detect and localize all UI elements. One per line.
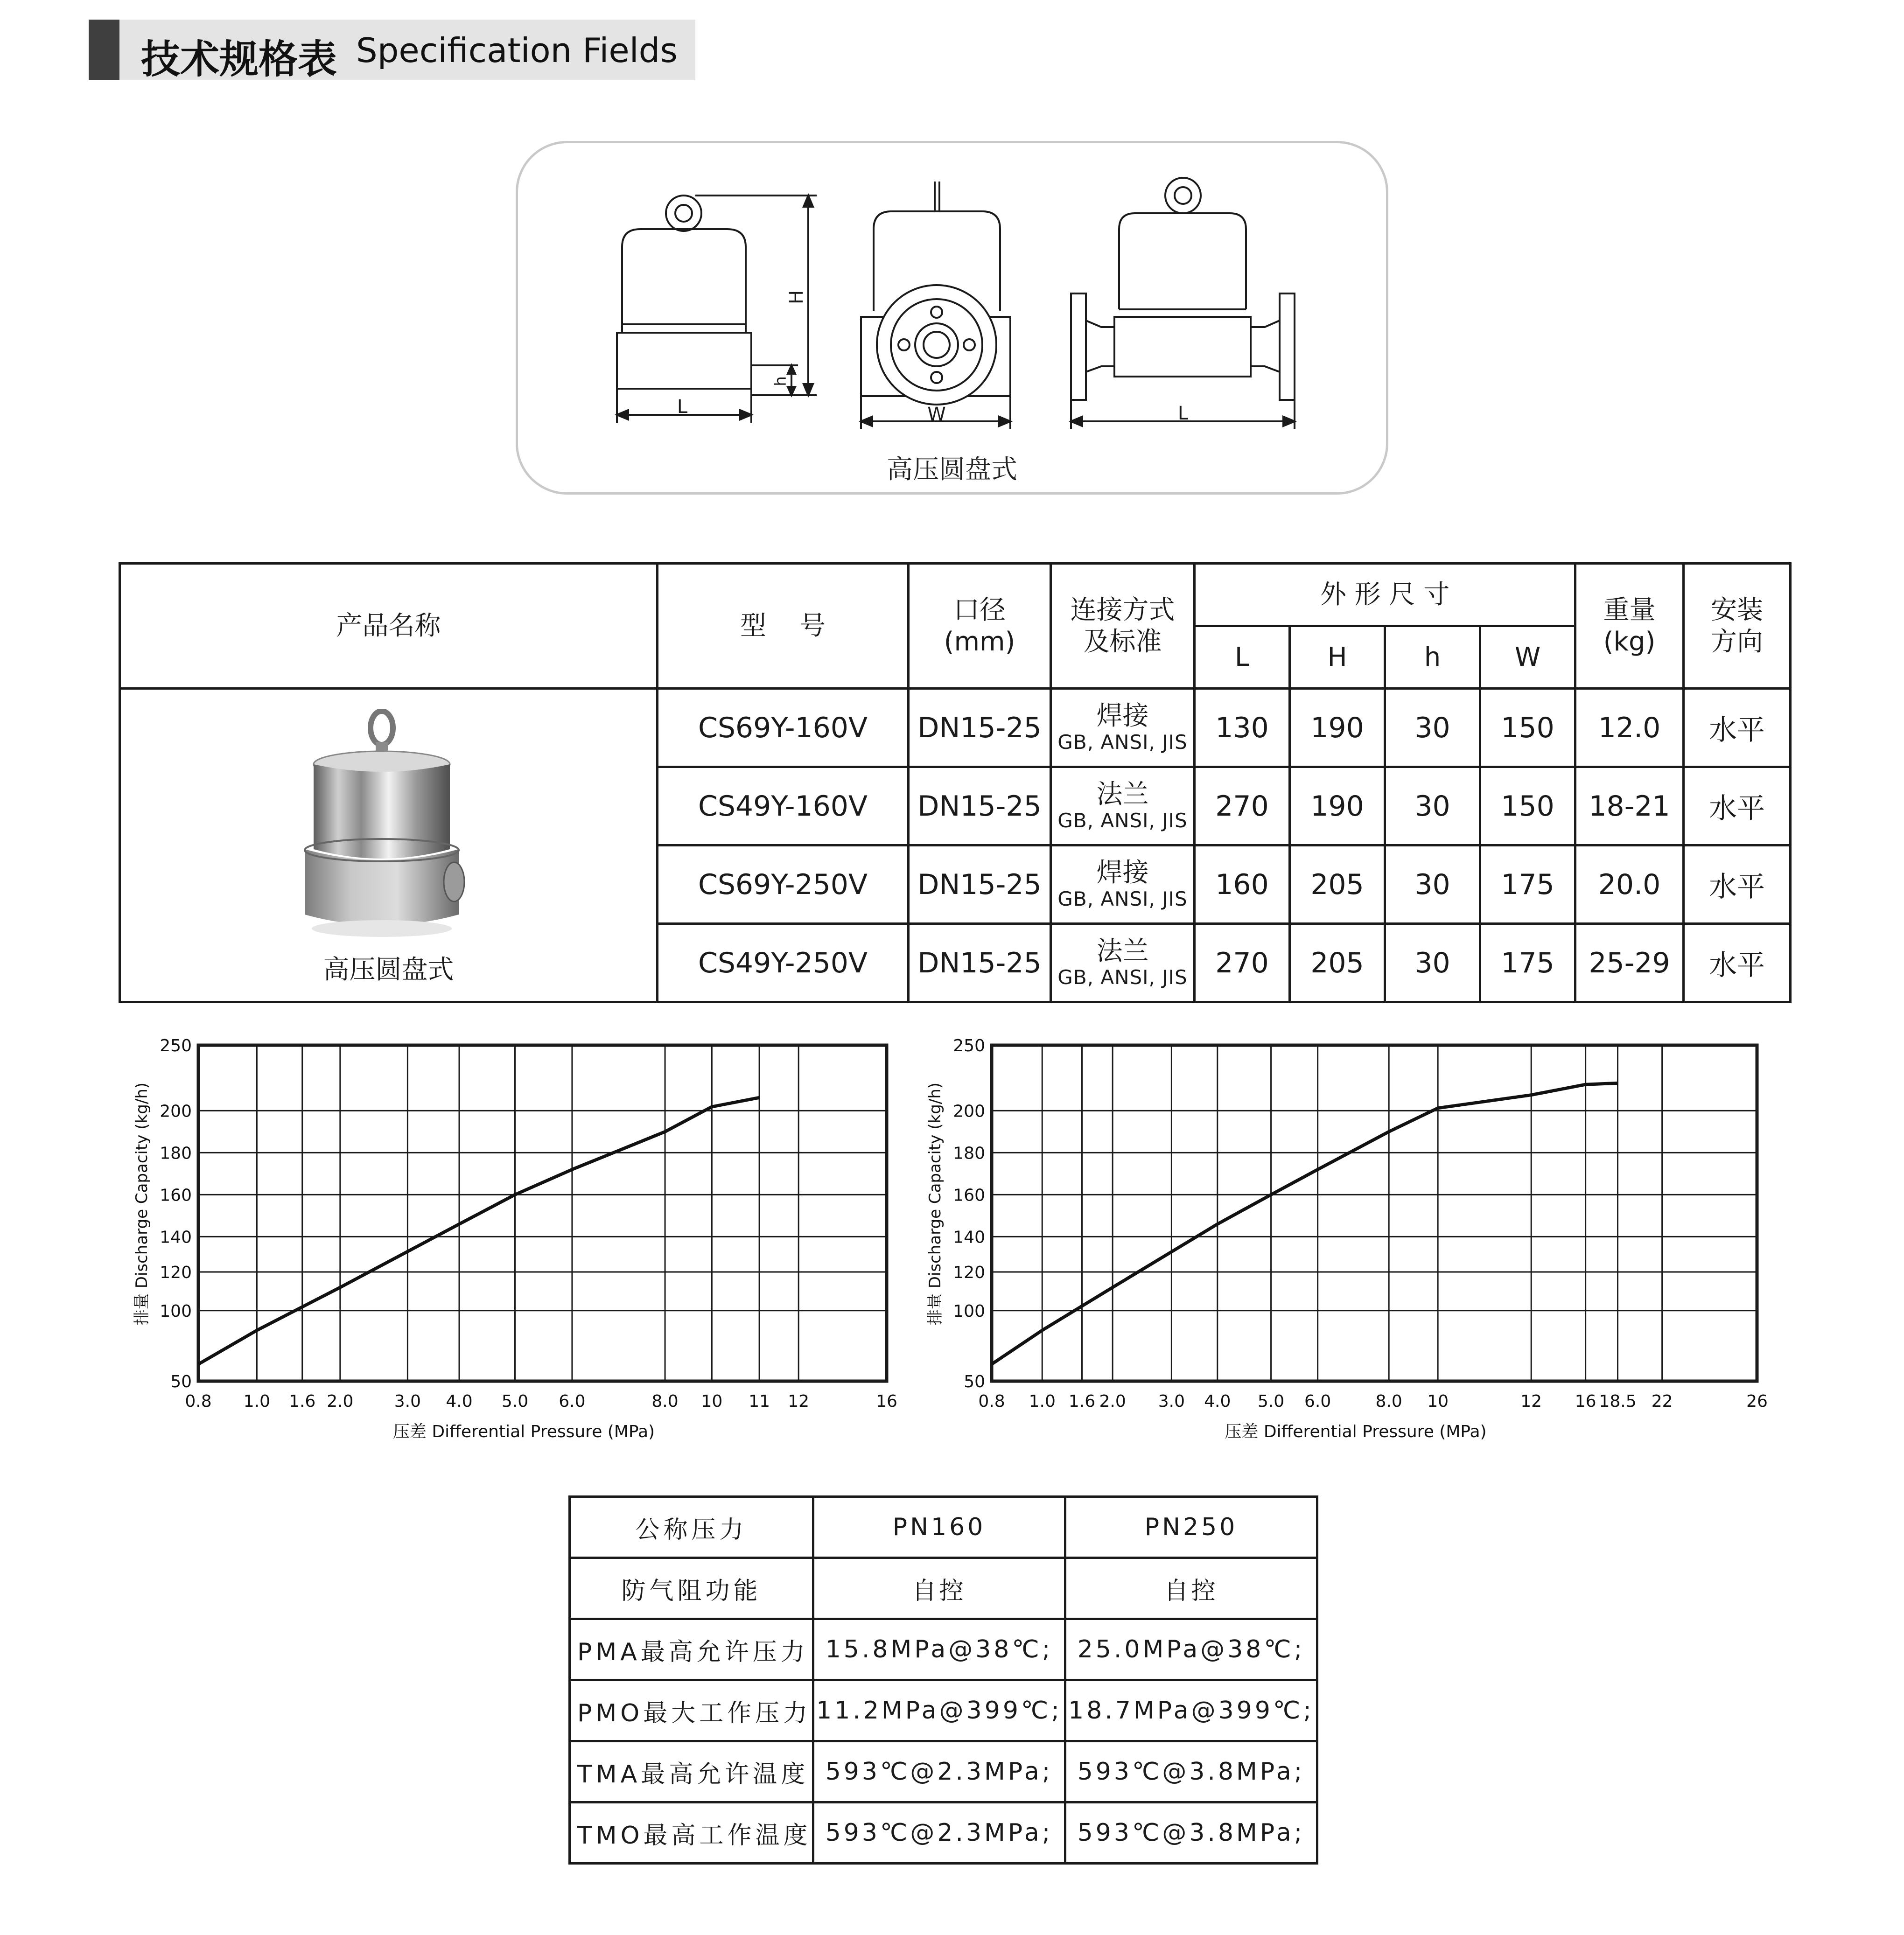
- x-tick-label: 6.0: [1304, 1392, 1331, 1411]
- x-tick-label: 1.6: [1068, 1392, 1096, 1411]
- cell-weight: 12.0: [1575, 689, 1684, 767]
- header-install-label: 安装: [1711, 594, 1764, 625]
- x-tick-label: 22: [1651, 1392, 1673, 1411]
- front-view: [861, 182, 1010, 429]
- header-diameter: [909, 564, 1051, 689]
- cell-dn: DN15-25: [909, 689, 1051, 767]
- pressure-row-label: PMA最高允许压力: [570, 1619, 813, 1680]
- capacity-chart-pn250: [917, 1027, 1780, 1460]
- cell-h: 30: [1385, 845, 1480, 924]
- cell-h: 30: [1385, 689, 1480, 767]
- product-cell: [120, 689, 658, 1002]
- header-product-name: 产品名称: [120, 564, 658, 689]
- x-tick-label: 2.0: [1099, 1392, 1126, 1411]
- header-connection: [1051, 564, 1195, 689]
- dim-label-L-side: L: [677, 396, 688, 418]
- header-weight-unit: (kg): [1603, 626, 1656, 657]
- header-dim-W: W: [1480, 626, 1575, 689]
- cell-model: CS49Y-160V: [658, 767, 909, 845]
- header-diameter-unit: (mm): [944, 626, 1015, 657]
- header-dim-L: L: [1195, 626, 1290, 689]
- x-tick-label: 6.0: [559, 1392, 586, 1411]
- pn250-value: 593℃@3.8MPa;: [1065, 1802, 1317, 1864]
- x-tick-label: 11: [749, 1392, 770, 1411]
- cell-H: 190: [1290, 689, 1385, 767]
- header-title-cn: 技术规格表: [141, 36, 337, 82]
- cell-connection: [1051, 845, 1195, 924]
- flanged-view: [1071, 178, 1295, 429]
- cell-install: 水平: [1684, 689, 1791, 767]
- y-tick-label: 100: [953, 1301, 985, 1321]
- side-view: [617, 196, 817, 423]
- y-tick-label: 50: [964, 1372, 985, 1391]
- cell-H: 205: [1290, 924, 1385, 1002]
- pn250-value: 18.7MPa@399℃;: [1065, 1680, 1317, 1741]
- dim-label-H: H: [786, 290, 807, 305]
- x-tick-label: 3.0: [394, 1392, 421, 1411]
- y-tick-label: 120: [160, 1263, 192, 1282]
- table-row: [120, 689, 1791, 767]
- x-tick-label: 10: [701, 1392, 723, 1411]
- y-tick-label: 160: [160, 1186, 192, 1205]
- cell-H: 190: [1290, 767, 1385, 845]
- x-axis-label: 压差 Differential Pressure (MPa): [1225, 1422, 1487, 1441]
- x-tick-label: 8.0: [1375, 1392, 1402, 1411]
- connection-standard: GB, ANSI, JIS: [1057, 730, 1188, 754]
- cell-model: CS49Y-250V: [658, 924, 909, 1002]
- pressure-row-label: 防气阻功能: [570, 1558, 813, 1619]
- header-dim-H: H: [1290, 626, 1385, 689]
- pn160-value: 自控: [813, 1558, 1065, 1619]
- table-row: [570, 1558, 1317, 1619]
- x-tick-label: 1.0: [1029, 1392, 1056, 1411]
- dim-label-h: h: [771, 376, 790, 386]
- header-diameter-label: 口径: [953, 594, 1006, 625]
- pressure-row-label: 公称压力: [570, 1497, 813, 1558]
- pn250-value: 自控: [1065, 1558, 1317, 1619]
- cell-install: 水平: [1684, 924, 1791, 1002]
- header-dimensions: 外 形 尺 寸: [1195, 564, 1575, 626]
- cell-dn: DN15-25: [909, 924, 1051, 1002]
- table-row: [570, 1619, 1317, 1680]
- cell-h: 30: [1385, 924, 1480, 1002]
- y-tick-label: 250: [160, 1036, 192, 1055]
- header-install: [1684, 564, 1791, 689]
- cell-W: 175: [1480, 924, 1575, 1002]
- plot-frame: [992, 1045, 1757, 1381]
- connection-standard: GB, ANSI, JIS: [1057, 887, 1188, 910]
- x-tick-label: 4.0: [446, 1392, 473, 1411]
- cell-model: CS69Y-250V: [658, 845, 909, 924]
- cell-dn: DN15-25: [909, 767, 1051, 845]
- cell-h: 30: [1385, 767, 1480, 845]
- dim-label-L-flanged: L: [1177, 403, 1189, 424]
- x-tick-label: 5.0: [1257, 1392, 1285, 1411]
- y-tick-label: 140: [160, 1228, 192, 1247]
- pressure-rating-table: [568, 1495, 1318, 1865]
- x-tick-label: 12: [1520, 1392, 1542, 1411]
- cell-W: 150: [1480, 767, 1575, 845]
- cell-install: 水平: [1684, 845, 1791, 924]
- spec-table: [119, 562, 1792, 1003]
- cell-weight: 18-21: [1575, 767, 1684, 845]
- cell-connection: [1051, 924, 1195, 1002]
- y-axis-label: 排量 Discharge Capacity (kg/h): [133, 1082, 151, 1326]
- y-tick-label: 160: [953, 1186, 985, 1205]
- pn160-value: 11.2MPa@399℃;: [813, 1680, 1065, 1741]
- connection-type: 焊接: [1096, 700, 1149, 731]
- x-tick-label: 26: [1746, 1392, 1768, 1411]
- capacity-series-line: [198, 1097, 759, 1364]
- cell-W: 150: [1480, 689, 1575, 767]
- header-dim-h: h: [1385, 626, 1480, 689]
- header-weight-label: 重量: [1603, 594, 1656, 625]
- header-model: 型 号: [658, 564, 909, 689]
- cell-connection: [1051, 767, 1195, 845]
- pressure-row-label: PMO最大工作压力: [570, 1680, 813, 1741]
- connection-type: 法兰: [1096, 779, 1149, 810]
- table-row: [570, 1802, 1317, 1864]
- pn250-value: 593℃@3.8MPa;: [1065, 1741, 1317, 1802]
- x-tick-label: 12: [788, 1392, 810, 1411]
- capacity-series-line: [992, 1083, 1618, 1364]
- y-axis-label: 排量 Discharge Capacity (kg/h): [926, 1082, 945, 1326]
- header-install-direction: 方向: [1711, 626, 1764, 657]
- pn160-value: 15.8MPa@38℃;: [813, 1619, 1065, 1680]
- y-tick-label: 180: [160, 1144, 192, 1163]
- x-tick-label: 0.8: [185, 1392, 212, 1411]
- pn160-value: PN160: [813, 1497, 1065, 1558]
- product-photo: [291, 709, 487, 947]
- cell-model: CS69Y-160V: [658, 689, 909, 767]
- y-tick-label: 140: [953, 1228, 985, 1247]
- x-tick-label: 16: [876, 1392, 897, 1411]
- table-row: [570, 1497, 1317, 1558]
- x-tick-label: 18.5: [1599, 1392, 1637, 1411]
- cell-dn: DN15-25: [909, 845, 1051, 924]
- cell-install: 水平: [1684, 767, 1791, 845]
- x-tick-label: 8.0: [651, 1392, 679, 1411]
- dim-label-W: W: [927, 404, 946, 425]
- cell-L: 270: [1195, 767, 1290, 845]
- connection-standard: GB, ANSI, JIS: [1057, 809, 1188, 832]
- header-title-en: Specification Fields: [356, 31, 678, 70]
- x-tick-label: 10: [1427, 1392, 1449, 1411]
- y-tick-label: 200: [160, 1102, 192, 1121]
- y-tick-label: 250: [953, 1036, 985, 1055]
- y-tick-label: 200: [953, 1102, 985, 1121]
- cell-L: 130: [1195, 689, 1290, 767]
- pn160-value: 593℃@2.3MPa;: [813, 1741, 1065, 1802]
- header-weight: [1575, 564, 1684, 689]
- pressure-row-label: TMA最高允许温度: [570, 1741, 813, 1802]
- cell-H: 205: [1290, 845, 1385, 924]
- x-tick-label: 5.0: [501, 1392, 529, 1411]
- capacity-chart-pn160: [126, 1027, 919, 1460]
- y-tick-label: 50: [170, 1372, 192, 1391]
- x-tick-label: 3.0: [1158, 1392, 1185, 1411]
- x-tick-label: 2.0: [327, 1392, 354, 1411]
- cell-connection: [1051, 689, 1195, 767]
- product-name: 高压圆盘式: [323, 954, 454, 985]
- header-accent-bar: [89, 20, 119, 80]
- connection-type: 焊接: [1096, 857, 1149, 888]
- cell-L: 270: [1195, 924, 1290, 1002]
- dimension-drawing: [516, 141, 1388, 495]
- y-tick-label: 120: [953, 1263, 985, 1282]
- x-axis-label: 压差 Differential Pressure (MPa): [392, 1422, 655, 1441]
- y-tick-label: 180: [953, 1144, 985, 1163]
- pn250-value: PN250: [1065, 1497, 1317, 1558]
- x-tick-label: 1.0: [243, 1392, 271, 1411]
- x-tick-label: 4.0: [1204, 1392, 1231, 1411]
- cell-weight: 25-29: [1575, 924, 1684, 1002]
- cell-W: 175: [1480, 845, 1575, 924]
- x-tick-label: 1.6: [289, 1392, 316, 1411]
- x-tick-label: 16: [1575, 1392, 1596, 1411]
- connection-standard: GB, ANSI, JIS: [1057, 965, 1188, 989]
- connection-type: 法兰: [1096, 936, 1149, 966]
- cell-weight: 20.0: [1575, 845, 1684, 924]
- section-header: [89, 20, 695, 80]
- table-row: [570, 1741, 1317, 1802]
- y-tick-label: 100: [160, 1301, 192, 1321]
- x-tick-label: 0.8: [978, 1392, 1005, 1411]
- drawing-caption: 高压圆盘式: [887, 454, 1017, 485]
- header-connection-label: 连接方式: [1070, 594, 1175, 625]
- table-row: [570, 1680, 1317, 1741]
- pn250-value: 25.0MPa@38℃;: [1065, 1619, 1317, 1680]
- cell-L: 160: [1195, 845, 1290, 924]
- dimension-drawing-svg: [518, 143, 1391, 497]
- pressure-row-label: TMO最高工作温度: [570, 1802, 813, 1864]
- pn160-value: 593℃@2.3MPa;: [813, 1802, 1065, 1864]
- header-connection-standard: 及标准: [1083, 626, 1162, 657]
